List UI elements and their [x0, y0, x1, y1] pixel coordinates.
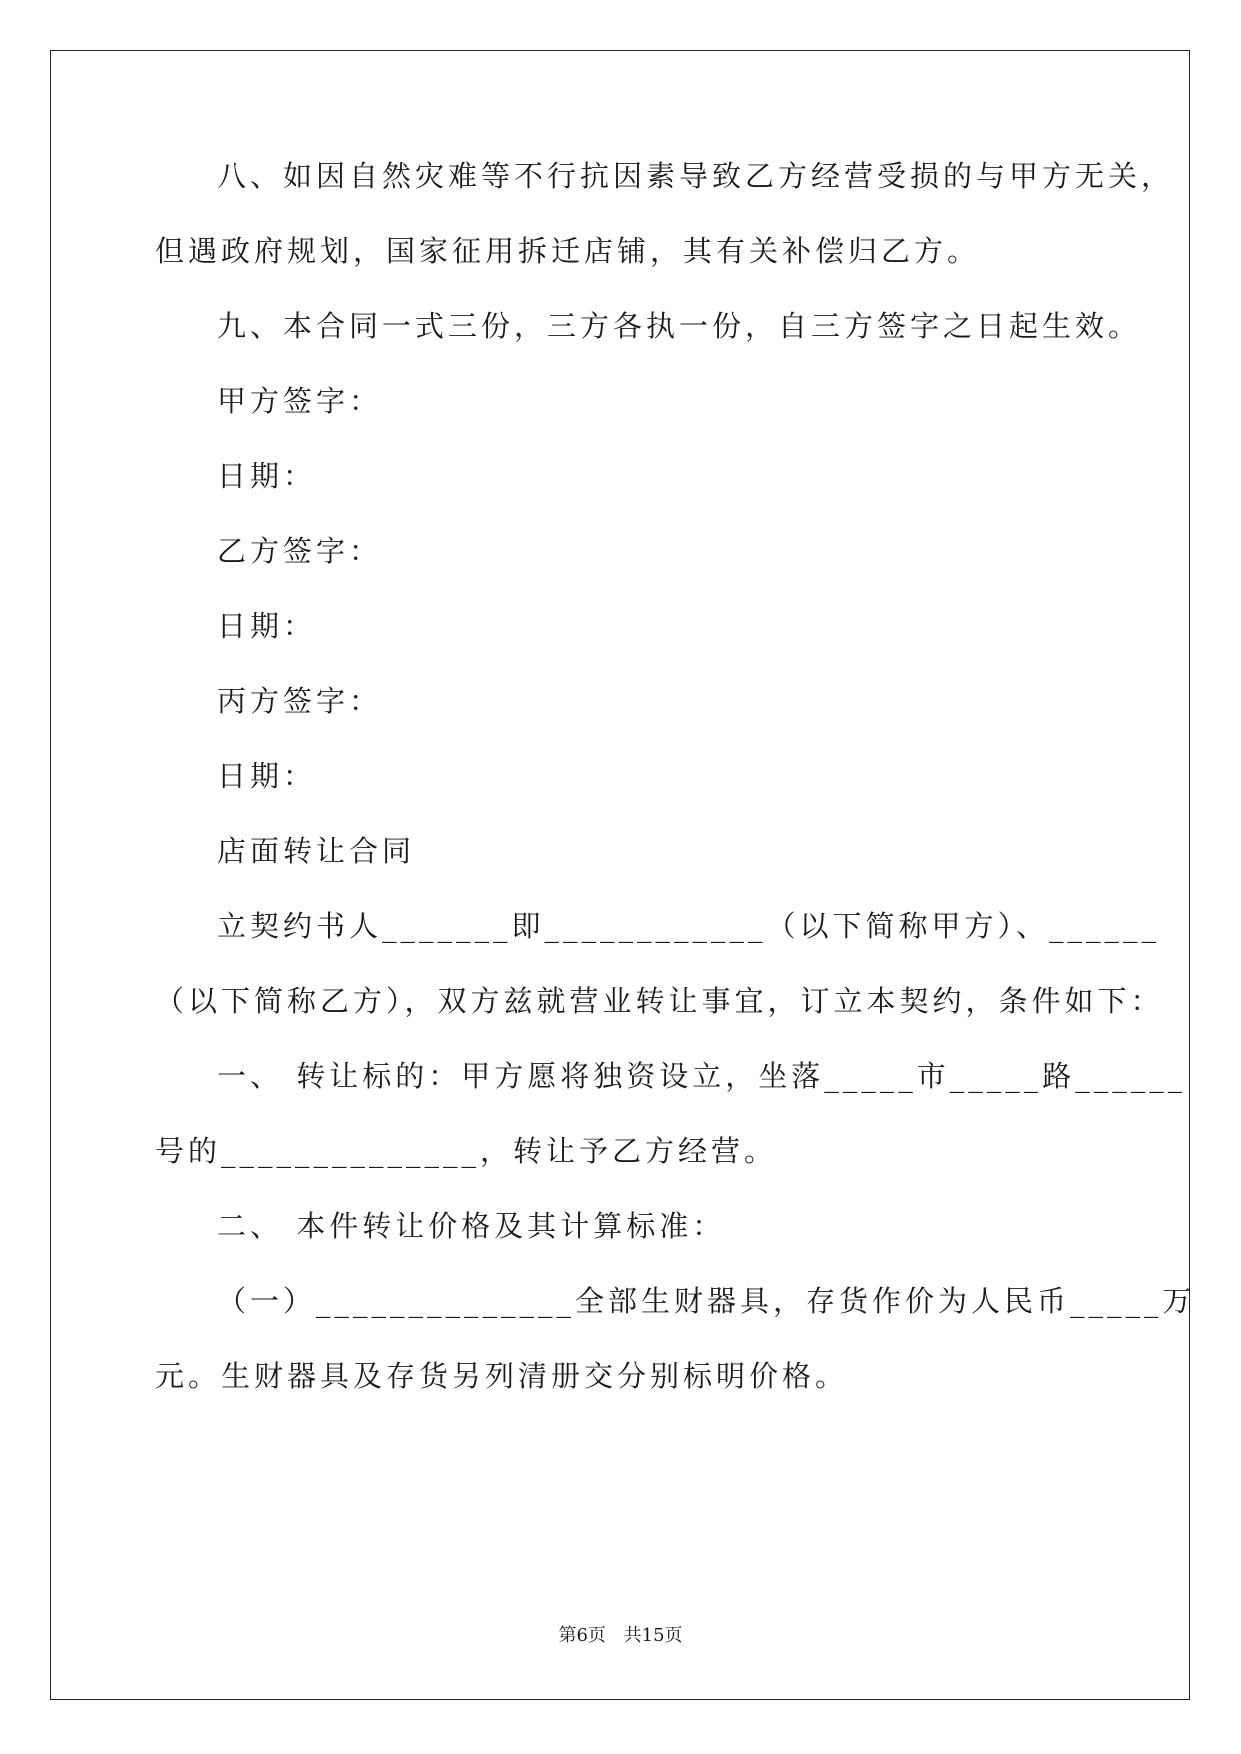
- clause-2-heading: 二、 本件转让价格及其计算标准：: [217, 1209, 726, 1243]
- party-b-signature-label: 乙方签字：: [217, 534, 383, 568]
- page-footer: [0, 1621, 1241, 1647]
- party-c-signature-label: 丙方签字：: [217, 684, 383, 718]
- contract-parties-line-cont: （以下简称乙方），双方兹就营业转让事宜，订立本契约，条件如下：: [155, 984, 1164, 1018]
- contract-title: 店面转让合同: [217, 834, 416, 868]
- page-number: 第6页: [558, 1625, 606, 1646]
- party-a-date-label: 日期：: [217, 459, 317, 493]
- paragraph-line-9: 九、本合同一式三份，三方各执一份，自三方签字之日起生效。: [217, 309, 1142, 343]
- paragraph-line-8-cont: 但遇政府规划，国家征用拆迁店铺，其有关补偿归乙方。: [155, 234, 981, 268]
- party-a-signature-label: 甲方签字：: [217, 384, 383, 418]
- page-total: 共15页: [623, 1625, 683, 1646]
- clause-2-item-1: （一）______________全部生财器具，存货作价为人民币_____万: [217, 1284, 1196, 1318]
- party-c-date-label: 日期：: [217, 759, 317, 793]
- clause-1-line-cont: 号的______________，转让予乙方经营。: [155, 1134, 778, 1168]
- clause-2-item-1-cont: 元。生财器具及存货另列清册交分别标明价格。: [155, 1359, 849, 1393]
- page-border: [50, 50, 1190, 1700]
- clause-1-line: 一、 转让标的：甲方愿将独资设立，坐落_____市_____路______: [217, 1059, 1187, 1093]
- contract-parties-line: 立契约书人_______即____________（以下简称甲方）、______: [217, 909, 1161, 943]
- party-b-date-label: 日期：: [217, 609, 317, 643]
- paragraph-line-8: 八、如因自然灾难等不行抗因素导致乙方经营受损的与甲方无关，: [217, 159, 1175, 193]
